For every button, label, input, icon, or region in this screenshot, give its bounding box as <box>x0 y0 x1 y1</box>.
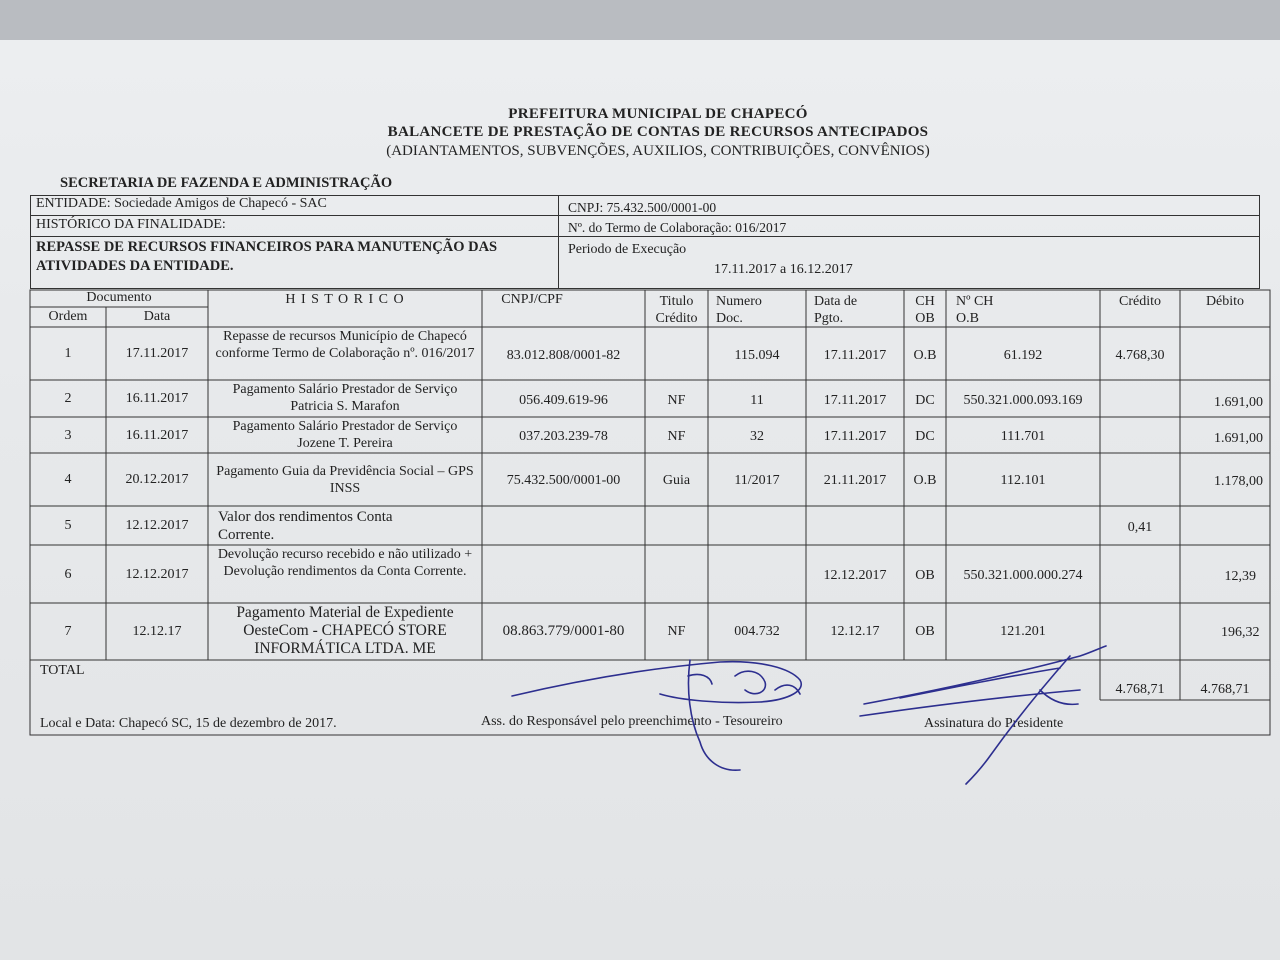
cell-credito: 0,41 <box>1127 520 1153 535</box>
cell-cnpj: 83.012.808/0001-82 <box>506 348 621 363</box>
cell-pgto: 17.11.2017 <box>823 348 887 363</box>
cell-data: 12.12.2017 <box>125 567 189 582</box>
cell-historico: Repasse de recursos Município de Chapecó conforme Termo de Colaboração nº. 016/2017 <box>215 329 475 361</box>
cell-debito: 1.691,00 <box>1214 431 1263 446</box>
col-header-ordem: Ordem <box>48 309 88 324</box>
cell-historico: Pagamento Guia da Previdência Social – GPS INSS <box>216 464 474 496</box>
cell-numero: 11/2017 <box>734 473 780 488</box>
cell-historico: Valor dos rendimentos Conta Corrente. <box>218 509 393 543</box>
cell-data: 17.11.2017 <box>125 346 189 361</box>
document-title: PREFEITURA MUNICIPAL DE CHAPECÓ <box>508 106 808 122</box>
info-line <box>30 236 1260 237</box>
ass-presidente: Assinatura do Presidente <box>924 716 1064 731</box>
cell-cnpj: 037.203.239-78 <box>519 429 608 444</box>
local-data: Local e Data: Chapecó SC, 15 de dezembro de 2017. <box>40 716 337 731</box>
cell-ordem: 6 <box>64 567 72 582</box>
cell-cnpj: 08.863.779/0001-80 <box>502 623 625 639</box>
cell-data: 12.12.17 <box>132 624 182 639</box>
cell-nch: 111.701 <box>1000 429 1046 444</box>
total-label: TOTAL <box>40 663 85 678</box>
cell-chob: O.B <box>913 473 937 488</box>
cell-numero: 32 <box>750 429 764 444</box>
col-header-pgto: Data de Pgto. <box>814 294 858 326</box>
cell-nch: 121.201 <box>1000 624 1046 639</box>
cell-chob: OB <box>915 624 935 639</box>
cell-titulo: NF <box>667 624 686 639</box>
cell-debito: 1.178,00 <box>1214 474 1263 489</box>
document-subtitle: BALANCETE DE PRESTAÇÃO DE CONTAS DE RECURSOS ANTECIPADOS <box>387 124 929 140</box>
cell-historico: Pagamento Salário Prestador de Serviço Patricia S. Marafon <box>232 382 458 414</box>
cell-cnpj: 056.409.619-96 <box>519 393 608 408</box>
cell-chob: DC <box>915 393 935 408</box>
entidade-field: ENTIDADE: Sociedade Amigos de Chapecó - SAC <box>36 196 327 211</box>
cell-debito: 1.691,00 <box>1214 395 1263 410</box>
cell-data: 20.12.2017 <box>125 472 189 487</box>
periodo-label: Periodo de Execução <box>568 242 687 257</box>
termo-field: Nº. do Termo de Colaboração: 016/2017 <box>568 220 787 235</box>
col-header-historico: H I S T O R I C O <box>285 292 405 307</box>
finalidade-text: ATIVIDADES DA ENTIDADE. <box>36 258 234 274</box>
cell-debito: 196,32 <box>1221 625 1260 640</box>
cell-data: 12.12.2017 <box>125 518 189 533</box>
cell-data: 16.11.2017 <box>125 391 189 406</box>
cell-nch: 550.321.000.000.274 <box>963 568 1083 583</box>
cell-nch: 550.321.000.093.169 <box>963 393 1083 408</box>
cell-historico: Pagamento Salário Prestador de Serviço Jozene T. Pereira <box>232 419 458 451</box>
cell-ordem: 2 <box>64 391 72 406</box>
cell-numero: 004.732 <box>734 624 780 639</box>
col-header-numero: Numero Doc. <box>716 294 762 326</box>
secretaria-heading: SECRETARIA DE FAZENDA E ADMINISTRAÇÃO <box>60 175 393 191</box>
cell-chob: DC <box>915 429 935 444</box>
periodo-value: 17.11.2017 a 16.12.2017 <box>714 262 853 277</box>
col-header-nch: Nº CH O.B <box>956 294 994 326</box>
cell-titulo: NF <box>667 393 686 408</box>
col-header-cnpj: CNPJ/CPF <box>501 292 563 307</box>
total-debito: 4.768,71 <box>1200 682 1250 697</box>
total-credito: 4.768,71 <box>1115 682 1165 697</box>
cell-pgto: 21.11.2017 <box>823 473 887 488</box>
cell-ordem: 5 <box>64 518 72 533</box>
cell-pgto: 12.12.17 <box>830 624 880 639</box>
cell-ordem: 4 <box>64 472 72 487</box>
cell-titulo: NF <box>667 429 686 444</box>
document-subtitle-detail: (ADIANTAMENTOS, SUBVENÇÕES, AUXILIOS, CONTRIBUIÇÕES, CONVÊNIOS) <box>386 143 930 159</box>
cell-cnpj: 75.432.500/0001-00 <box>506 473 621 488</box>
col-header-chob: CH OB <box>915 294 935 326</box>
cell-ordem: 1 <box>64 346 72 361</box>
cell-pgto: 17.11.2017 <box>823 393 887 408</box>
info-divider <box>558 195 559 289</box>
col-header-debito: Débito <box>1205 294 1245 309</box>
cell-numero: 11 <box>750 393 764 408</box>
cell-pgto: 17.11.2017 <box>823 429 887 444</box>
cell-nch: 61.192 <box>1003 348 1043 363</box>
cell-data: 16.11.2017 <box>125 428 189 443</box>
historico-label: HISTÓRICO DA FINALIDADE: <box>36 217 226 232</box>
col-header-data: Data <box>143 309 171 324</box>
cell-numero: 115.094 <box>734 348 780 363</box>
cell-chob: O.B <box>913 348 937 363</box>
col-header-credito: Crédito <box>1119 294 1161 309</box>
cell-ordem: 7 <box>64 624 72 639</box>
cell-credito: 4.768,30 <box>1115 348 1165 363</box>
ass-responsavel: Ass. do Responsável pelo preenchimento - Tesoureiro <box>481 714 783 729</box>
col-header-titulo: Titulo Crédito <box>655 294 698 326</box>
cell-titulo: Guia <box>662 473 691 488</box>
cell-ordem: 3 <box>64 428 72 443</box>
cell-debito: 12,39 <box>1224 569 1256 584</box>
cell-pgto: 12.12.2017 <box>823 568 887 583</box>
cnpj-field: CNPJ: 75.432.500/0001-00 <box>568 200 717 215</box>
finalidade-text: REPASSE DE RECURSOS FINANCEIROS PARA MANUTENÇÃO DAS <box>36 239 498 255</box>
col-header-documento: Documento <box>86 290 152 305</box>
cell-historico: Devolução recurso recebido e não utilizado + Devolução rendimentos da Conta Corrente. <box>217 547 473 579</box>
cell-chob: OB <box>915 568 935 583</box>
cell-historico: Pagamento Material de Expediente OesteCom - CHAPECÓ STORE INFORMÁTICA LTDA. ME <box>236 604 454 657</box>
cell-nch: 112.101 <box>1000 473 1046 488</box>
